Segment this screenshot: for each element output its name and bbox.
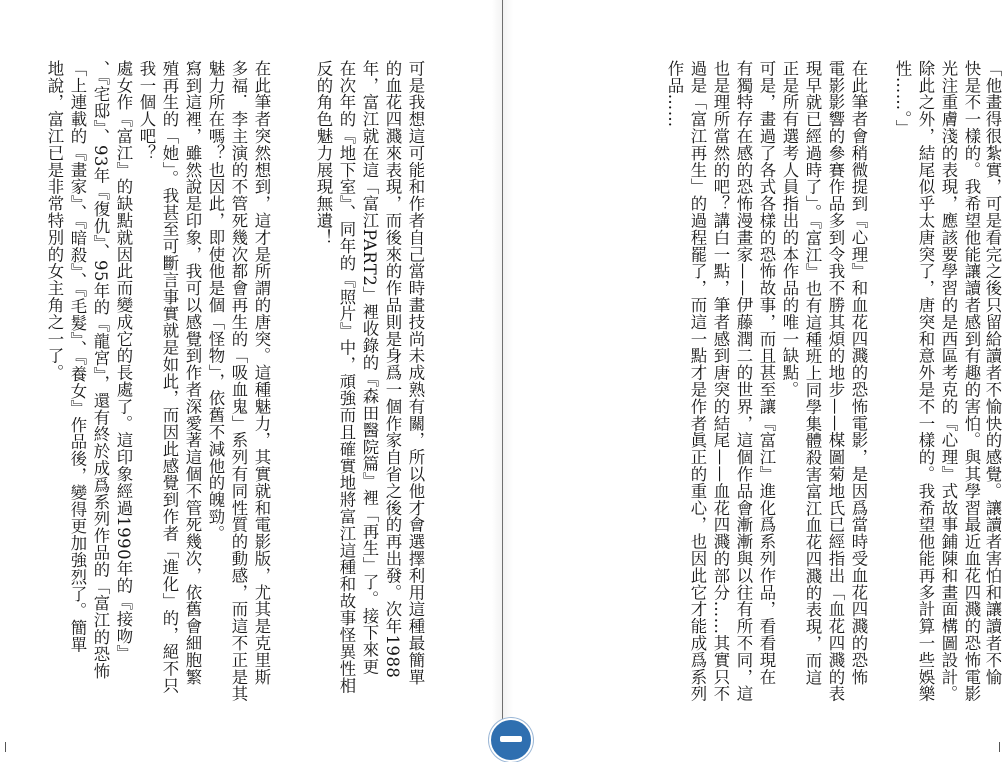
text-column: 我一個人吧？	[137, 60, 156, 162]
text-column: 可是，畫過了各式各樣的恐怖故事，而且甚至讓『富江』進化爲系列作品，看看現在	[757, 60, 776, 686]
text-column: 魅力所在嗎？也因此，即使他是個「怪物」，依舊不減他的魄勁。	[206, 60, 225, 542]
text-column: 處女作『富江』的缺點就因此而變成它的長處了。這印象經過1990年的『接吻』	[114, 60, 133, 662]
zoom-out-button[interactable]	[489, 718, 533, 762]
text-column: 快是不一樣的。我希望他能讓讀者感到有趣的害怕。與其學習最近血花四濺的恐怖電影	[962, 60, 981, 703]
text-column: 在此筆者突然想到，這才是所謂的唐突。這種魅力，其實就和電影版，尤其是克里斯	[252, 60, 271, 686]
text-column: 年，富江就在這「富江PART2」裡收錄的『森田醫院篇』裡「再生」了。接下來更	[360, 60, 379, 675]
text-column: 的血花四濺來表現，而後來的作品則是身爲一個作家自省之後的再出發。次年1988	[383, 60, 402, 679]
text-column: 地說，富江已是非常特別的女主角之一了。	[45, 60, 64, 382]
page-gutter-shadow	[492, 0, 502, 752]
text-column: 多福．李主演的不管死幾次都會再生的「吸血鬼」系列有同性質的動感，而這不正是其	[229, 60, 248, 703]
text-column: 正是所有選考人員指出的本作品的唯一缺點。	[780, 60, 799, 398]
text-column: 殖再生的「她」。我甚至可斷言事實就是如此，而因此感覺到作者「進化」的，絕不只	[160, 60, 179, 694]
text-column: 可是我想這可能和作者自己當時畫技尚未成熟有關，所以他才會選擇利用這種最簡單	[406, 60, 425, 686]
left-page	[0, 0, 502, 752]
text-column: 寫到這裡，雖然說是印象，我可以感覺到作者深愛著這個不管死幾次，依舊會細胞繁	[183, 60, 202, 686]
text-column: 作品……	[665, 60, 684, 128]
text-column: 除此之外，結尾似乎太唐突了，唐突和意外是不一樣的。我希望他能再多計算一些娛樂	[916, 60, 935, 703]
text-column: 光注重膚淺的表現，應該要學習的是西區考克的『心理』式故事鋪陳和畫面構圖設計。	[939, 60, 958, 703]
text-column	[273, 60, 296, 720]
text-column: 電影影響的參賽作品多到令我不勝其煩的地步——楳圖菊地氏已經指出「血花四濺的表	[826, 60, 845, 703]
right-page	[503, 0, 1005, 752]
text-column: 、『宅邸』、93年『復仇』、95年的『龍宮』，還有終於成爲系列作品的「富江的恐怖	[91, 60, 110, 680]
text-column	[870, 60, 893, 720]
text-column: 現早就已經過時了」。『富江』也有這種班上同學集體殺害富江血花四濺的表現，而這	[803, 60, 822, 686]
text-column: 在次年的『地下室』、同年的『照片』中，頑強而且確實地將富江這種和故事怪異性相	[337, 60, 356, 694]
text-column: 性……。」	[893, 60, 912, 137]
text-column: 在此筆者會稍微提到『心理』和血花四濺的恐怖電影，是因爲當時受血花四濺的恐怖	[849, 60, 868, 686]
text-column: 反的角色魅力展現無遺！	[314, 60, 333, 246]
page-corner-mark	[999, 742, 1000, 752]
page-corner-mark	[5, 742, 6, 752]
text-column: 有獨特存在感的恐怖漫畫家——伊藤潤二的世界，這個作品會漸漸與以往有所不同，這	[734, 60, 753, 703]
minus-circle-icon	[500, 736, 522, 742]
text-column: 「上連載的『畫家』、『暗殺』、『毛髮』、『養女』作品後，變得更加強烈了。簡單	[68, 60, 87, 653]
page-gutter-shadow	[503, 0, 513, 752]
text-column: 「他畫得很紮實，可是看完之後只留給讀者不愉快的感覺。讓讀者害怕和讓讀者不愉	[983, 60, 1002, 686]
text-column: 也是理所當然的吧？講白一點，筆者感到唐突的結尾——血花四濺的部分……其實只不	[711, 60, 730, 703]
text-column: 過是「富江再生」的過程罷了，而這一點才是作者眞正的重心，也因此它才能成爲系列	[688, 60, 707, 703]
